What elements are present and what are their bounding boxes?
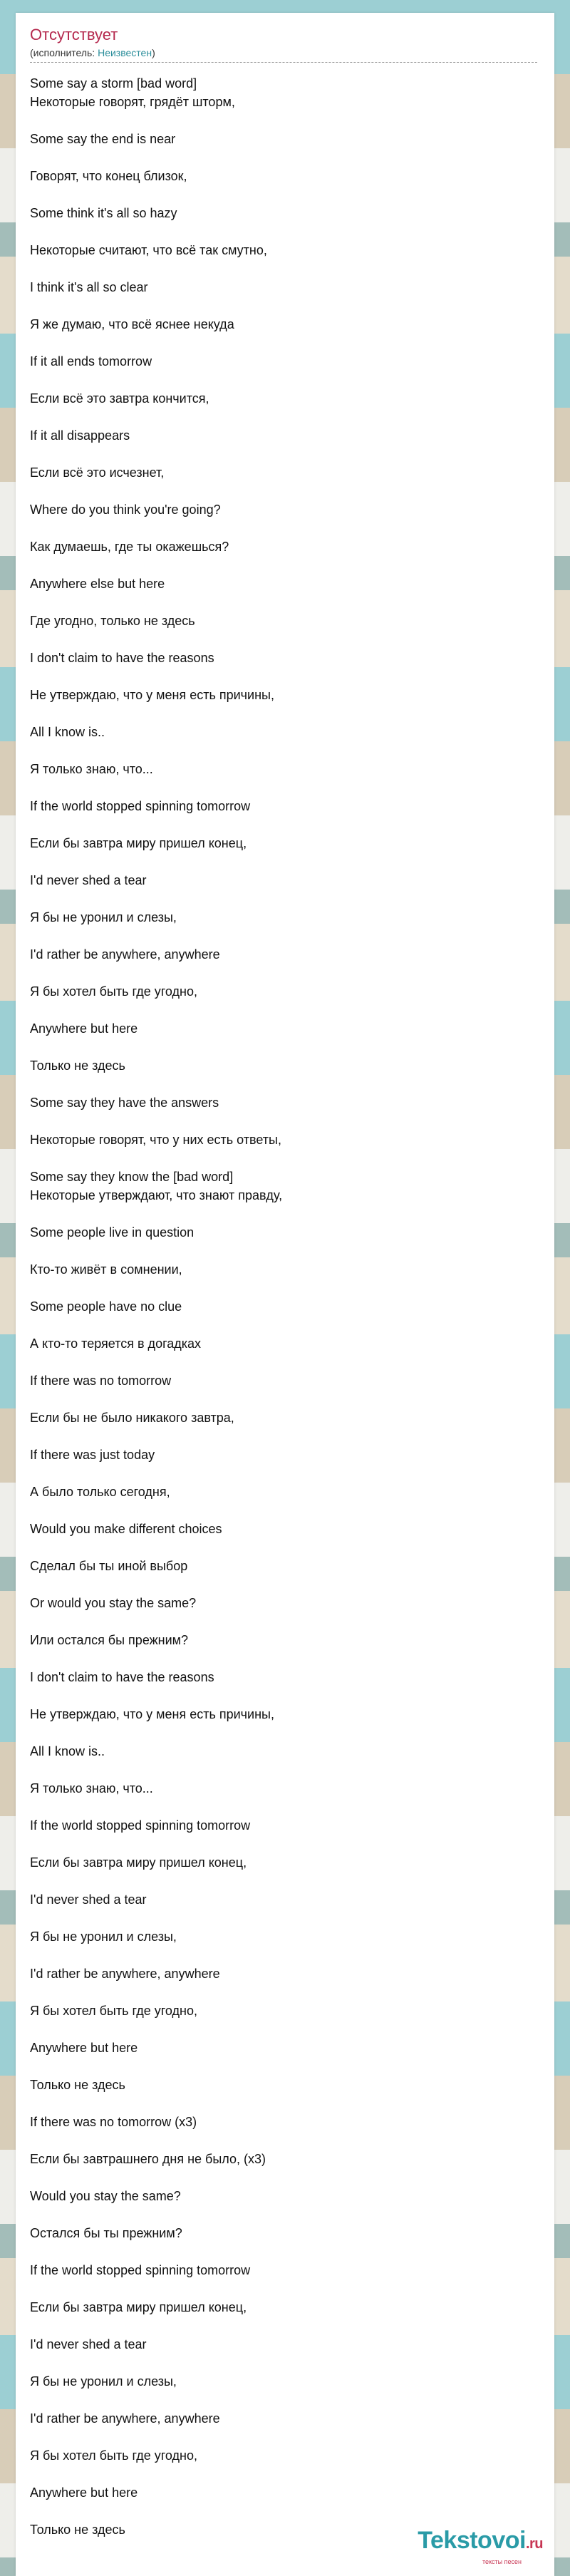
- lyric-line: Я только знаю, что...: [30, 1781, 153, 1796]
- lyric-line: Сделал бы ты иной выбор: [30, 1559, 188, 1573]
- lyric-line: Только не здесь: [30, 2523, 125, 2537]
- lyric-line: I think it's all so clear: [30, 280, 148, 294]
- lyric-line: All I know is..: [30, 725, 105, 739]
- lyric-line: Some say a storm [bad word]: [30, 76, 197, 91]
- lyric-line: Я только знаю, что...: [30, 762, 153, 776]
- logo-name: Tekstovoi: [418, 2527, 526, 2554]
- lyric-line: If there was no tomorrow: [30, 1374, 172, 1388]
- lyric-line: Anywhere else but here: [30, 577, 165, 591]
- lyric-line: Some think it's all so hazy: [30, 206, 177, 220]
- lyric-line: Я бы хотел быть где угодно,: [30, 2448, 198, 2463]
- lyric-line: Я же думаю, что всё яснее некуда: [30, 317, 234, 331]
- lyric-line: Some say the end is near: [30, 132, 176, 146]
- lyric-line: Остался бы ты прежним?: [30, 2226, 182, 2240]
- lyric-line: Some people have no clue: [30, 1299, 182, 1314]
- lyric-line: I don't claim to have the reasons: [30, 651, 214, 665]
- lyric-line: Только не здесь: [30, 2078, 125, 2092]
- lyric-line: Как думаешь, где ты окажешься?: [30, 540, 229, 554]
- artist-line: [30, 46, 537, 63]
- lyric-line: I'd never shed a tear: [30, 873, 147, 887]
- lyric-line: Или остался бы прежним?: [30, 1633, 189, 1647]
- lyric-line: I don't claim to have the reasons: [30, 1670, 214, 1684]
- lyric-line: Some say they have the answers: [30, 1096, 219, 1110]
- lyric-line: Я бы хотел быть где угодно,: [30, 984, 198, 999]
- lyric-line: If there was no tomorrow (x3): [30, 2115, 197, 2129]
- lyric-line: А было только сегодня,: [30, 1485, 170, 1499]
- lyric-line: Некоторые говорят, грядёт шторм,: [30, 95, 235, 109]
- lyric-line: I'd rather be anywhere, anywhere: [30, 1967, 220, 1981]
- lyric-line: Некоторые утверждают, что знают правду,: [30, 1188, 283, 1202]
- logo-tld: .ru: [525, 2536, 543, 2552]
- lyric-line: Если бы не было никакого завтра,: [30, 1411, 234, 1425]
- lyric-line: Не утверждаю, что у меня есть причины,: [30, 688, 274, 702]
- lyric-line: Если бы завтра миру пришел конец,: [30, 2300, 247, 2314]
- site-logo[interactable]: [393, 2526, 543, 2572]
- lyrics-page: [16, 13, 554, 2576]
- lyric-line: Говорят, что конец близок,: [30, 169, 187, 183]
- artist-prefix: (исполнитель:: [30, 47, 98, 58]
- lyric-line: Where do you think you're going?: [30, 503, 221, 517]
- lyrics-list: [30, 74, 543, 2557]
- lyric-line: Some people live in question: [30, 1225, 195, 1240]
- lyric-line: Or would you stay the same?: [30, 1596, 197, 1610]
- lyric-line: Где угодно, только не здесь: [30, 614, 195, 628]
- lyric-line: Я бы не уронил и слезы,: [30, 2374, 177, 2389]
- lyric-line: If the world stopped spinning tomorrow: [30, 1818, 251, 1833]
- lyric-line: Если бы завтра миру пришел конец,: [30, 1855, 247, 1870]
- lyric-line: Would you make different choices: [30, 1522, 222, 1536]
- lyric-line: Некоторые считают, что всё так смутно,: [30, 243, 267, 257]
- lyric-line: If the world stopped spinning tomorrow: [30, 2263, 251, 2277]
- lyric-line: Только не здесь: [30, 1058, 125, 1073]
- lyric-line: Anywhere but here: [30, 2041, 138, 2055]
- lyric-line: I'd rather be anywhere, anywhere: [30, 947, 220, 962]
- lyric-line: Я бы не уронил и слезы,: [30, 910, 177, 924]
- lyric-line: Some say they know the [bad word]: [30, 1170, 234, 1184]
- lyric-line: If the world stopped spinning tomorrow: [30, 799, 251, 813]
- artist-link[interactable]: Неизвестен: [98, 47, 152, 58]
- lyric-line: Если всё это завтра кончится,: [30, 391, 209, 406]
- lyric-line: Не утверждаю, что у меня есть причины,: [30, 1707, 274, 1721]
- lyric-line: All I know is..: [30, 1744, 105, 1758]
- lyric-line: If there was just today: [30, 1448, 155, 1462]
- lyric-line: Если бы завтра миру пришел конец,: [30, 836, 247, 850]
- lyric-line: If it all disappears: [30, 428, 130, 443]
- lyric-line: Некоторые говорят, что у них есть ответы,: [30, 1133, 281, 1147]
- lyric-line: I'd never shed a tear: [30, 2337, 147, 2351]
- lyric-line: I'd never shed a tear: [30, 1892, 147, 1907]
- logo-tagline: тексты песен: [482, 2558, 522, 2565]
- lyric-line: Я бы не уронил и слезы,: [30, 1930, 177, 1944]
- logo-wordmark: [393, 2526, 543, 2558]
- artist-suffix: ): [152, 47, 155, 58]
- lyric-line: Если бы завтрашнего дня не было, (x3): [30, 2152, 266, 2166]
- lyric-line: If it all ends tomorrow: [30, 354, 152, 369]
- lyric-line: Would you stay the same?: [30, 2189, 181, 2203]
- lyric-line: Если всё это исчезнет,: [30, 465, 165, 480]
- song-header: [30, 26, 553, 63]
- lyric-line: Кто-то живёт в сомнении,: [30, 1262, 182, 1277]
- lyric-line: Anywhere but here: [30, 1021, 138, 1036]
- lyric-line: Anywhere but here: [30, 2485, 138, 2500]
- lyric-line: I'd rather be anywhere, anywhere: [30, 2411, 220, 2426]
- lyric-line: Я бы хотел быть где угодно,: [30, 2004, 198, 2018]
- song-title: Отсутствует: [30, 26, 118, 43]
- lyric-line: А кто-то теряется в догадках: [30, 1336, 202, 1351]
